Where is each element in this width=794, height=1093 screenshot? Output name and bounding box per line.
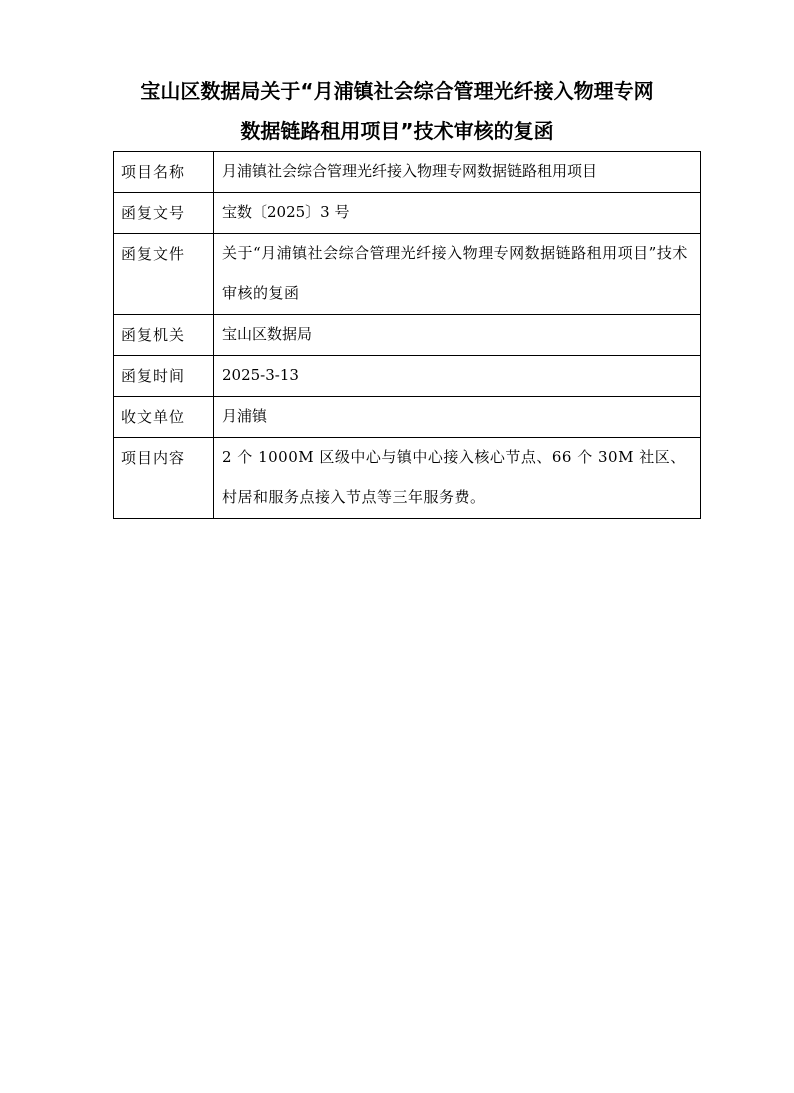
label-reply-number: 函复文号	[114, 193, 214, 234]
label-recipient: 收文单位	[114, 397, 214, 438]
table-row-recipient	[114, 397, 701, 438]
value-reply-document-text: 关于“月浦镇社会综合管理光纤接入物理专网数据链路租用项目”技术审核的复函	[222, 244, 688, 302]
label-reply-date: 函复时间	[114, 356, 214, 397]
value-reply-authority: 宝山区数据局	[214, 315, 701, 356]
value-project-content	[214, 438, 701, 519]
document-title-line-1: 宝山区数据局关于“月浦镇社会综合管理光纤接入物理专网	[140, 79, 654, 103]
label-reply-authority: 函复机关	[114, 315, 214, 356]
table-row-reply-authority	[114, 315, 701, 356]
value-project-name: 月浦镇社会综合管理光纤接入物理专网数据链路租用项目	[214, 152, 701, 193]
table-row-project-content	[114, 438, 701, 519]
table-row-reply-document	[114, 234, 701, 315]
value-project-content-text: 2 个 1000M 区级中心与镇中心接入核心节点、66 个 30M 社区、村居和服务点接入节点等三年服务费。	[222, 448, 686, 506]
label-project-name: 项目名称	[114, 152, 214, 193]
document-title-line-2: 数据链路租用项目”技术审核的复函	[240, 119, 554, 143]
value-reply-date: 2025-3-13	[214, 356, 701, 397]
value-reply-number: 宝数〔2025〕3 号	[214, 193, 701, 234]
table-row-project-name	[114, 152, 701, 193]
table-row-reply-number	[114, 193, 701, 234]
value-reply-document	[214, 234, 701, 315]
info-table	[113, 151, 701, 519]
label-project-content: 项目内容	[114, 438, 214, 519]
table-row-reply-date	[114, 356, 701, 397]
label-reply-document: 函复文件	[114, 234, 214, 315]
value-recipient: 月浦镇	[214, 397, 701, 438]
